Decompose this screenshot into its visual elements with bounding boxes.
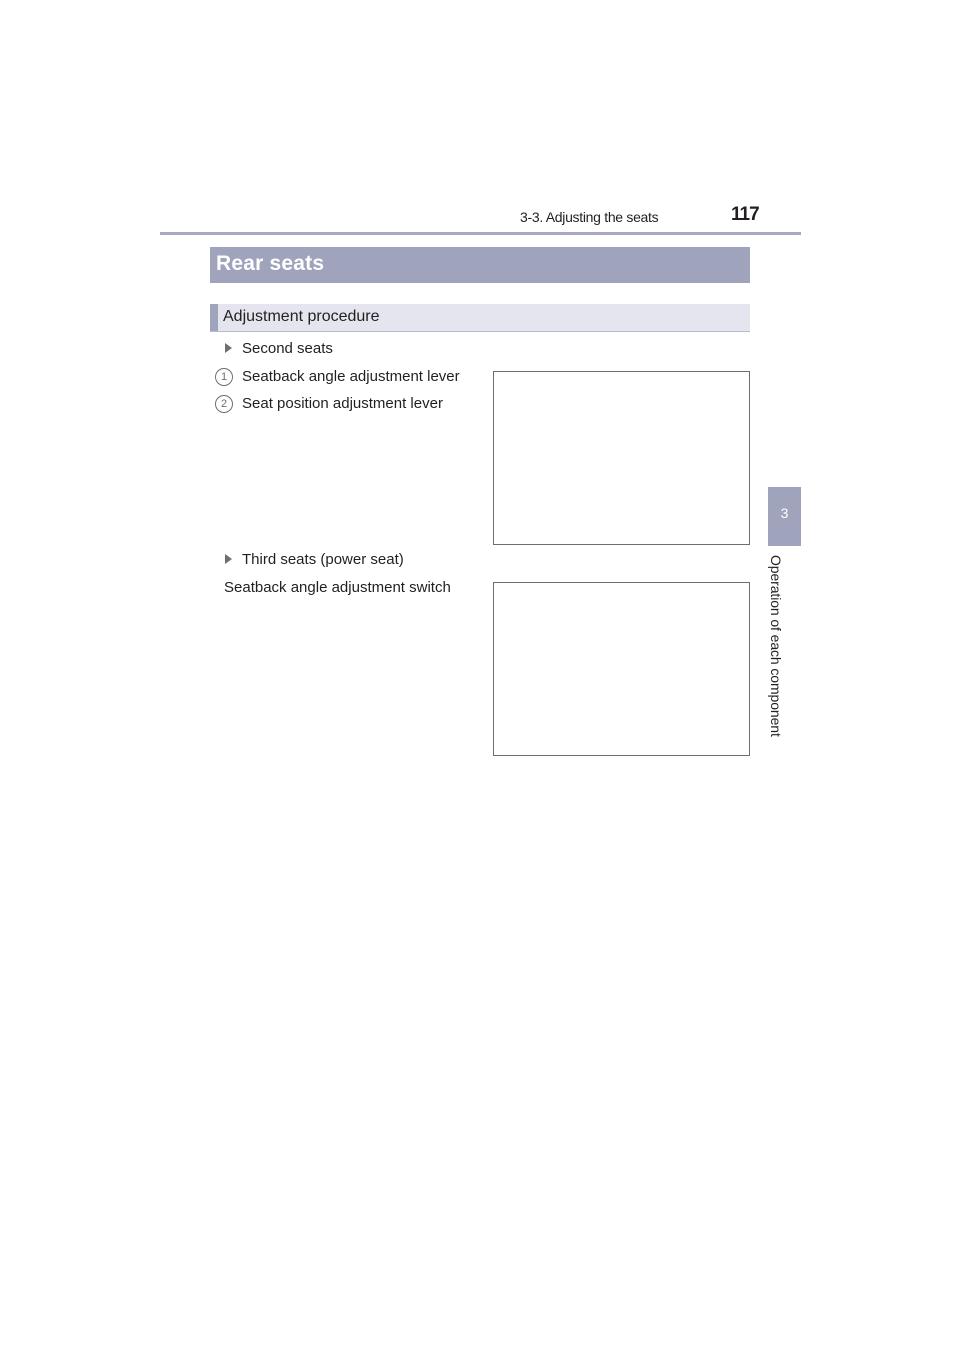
chapter-tab xyxy=(768,487,801,546)
second-seats-illustration xyxy=(493,371,750,545)
callout-number-2: 2 xyxy=(215,395,233,413)
subsection-title: Adjustment procedure xyxy=(223,308,380,325)
second-seats-heading xyxy=(225,340,333,357)
list-item: Seatback angle adjustment lever xyxy=(242,368,460,385)
chapter-number: 3 xyxy=(780,505,789,521)
subsection-bar xyxy=(210,304,750,332)
triangle-bullet-icon xyxy=(225,554,232,564)
third-seats-heading xyxy=(225,551,404,568)
third-seats-illustration xyxy=(493,582,750,756)
header-rule xyxy=(160,232,801,235)
subsection-accent xyxy=(210,304,218,331)
section-title: Rear seats xyxy=(216,252,325,275)
running-header: 3-3. Adjusting the seats xyxy=(520,209,659,225)
third-seats-heading-text: Third seats (power seat) xyxy=(242,551,404,568)
second-seats-heading-text: Second seats xyxy=(242,340,333,357)
chapter-title: Operation of each component xyxy=(768,555,784,737)
callout-number-1: 1 xyxy=(215,368,233,386)
section-title-bar xyxy=(210,247,750,283)
third-seats-text: Seatback angle adjustment switch xyxy=(224,579,451,596)
page-number: 117 xyxy=(731,204,759,225)
list-item: Seat position adjustment lever xyxy=(242,395,443,412)
triangle-bullet-icon xyxy=(225,343,232,353)
